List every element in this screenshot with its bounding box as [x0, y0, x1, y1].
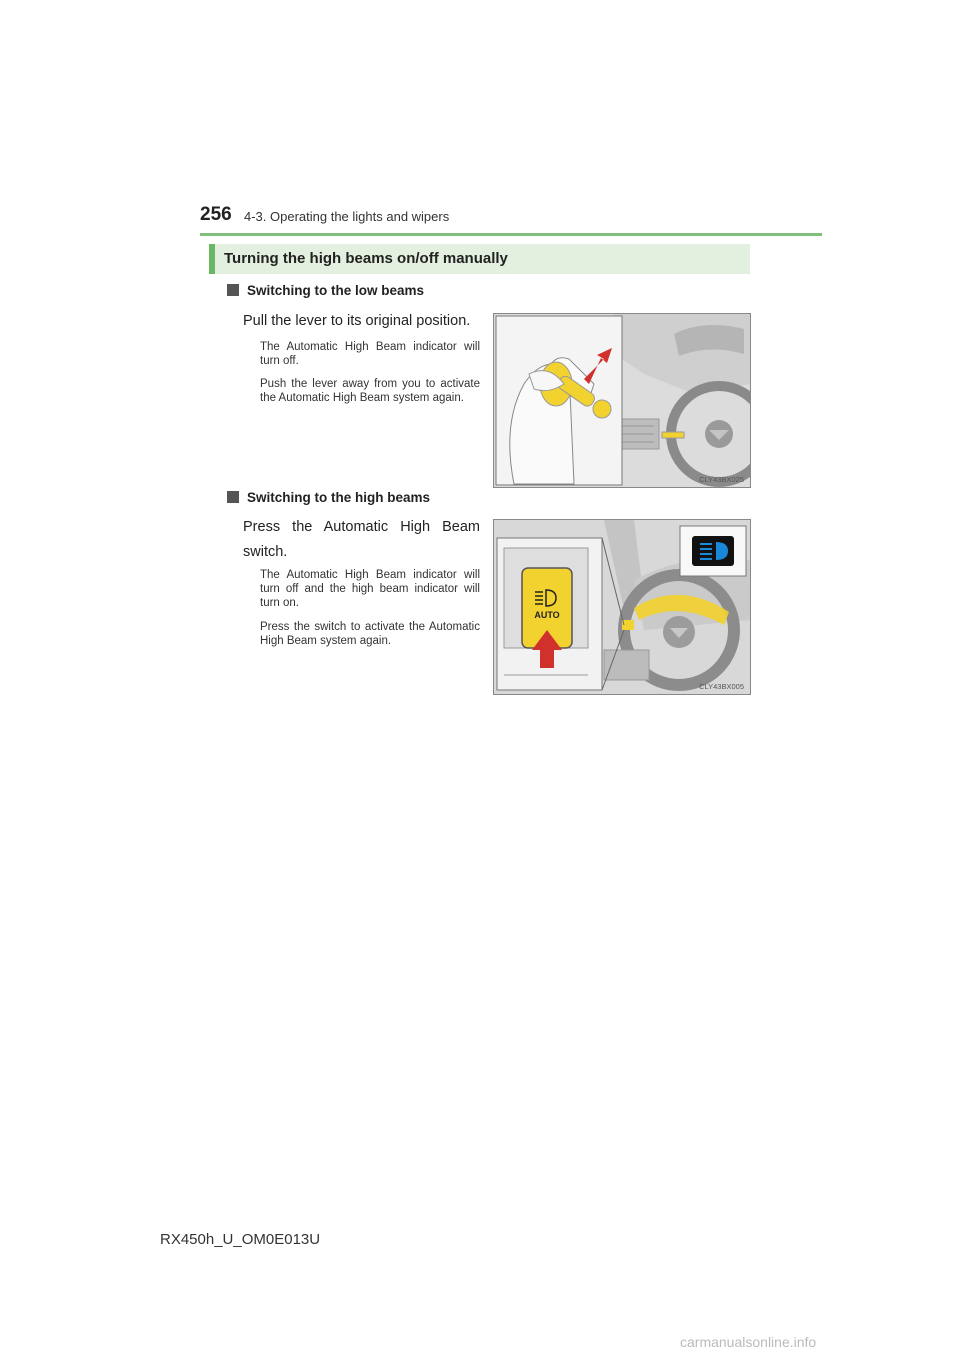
page-number: 256	[200, 204, 232, 225]
figure-code: CLY43BX005	[699, 682, 744, 691]
lever-illustration	[493, 313, 751, 488]
section-title: Turning the high beams on/off manually	[224, 250, 508, 267]
low-beams-heading	[227, 283, 424, 298]
figure-code: CLY43BX025	[699, 475, 744, 484]
high-beams-heading	[227, 490, 430, 505]
auto-switch-label: AUTO	[534, 610, 560, 620]
watermark: carmanualsonline.info	[680, 1334, 817, 1350]
high-beams-note-2: Press the switch to activate the Automatic High Beam system again.	[260, 621, 480, 647]
low-beams-note-2: Push the lever away from you to activate the Automatic High Beam system again.	[260, 378, 480, 404]
high-beams-instruction: Press the Automatic High Beam switch.	[243, 519, 480, 560]
running-header: 4-3. Operating the lights and wipers	[244, 209, 450, 224]
lever-illustration-art	[494, 314, 750, 487]
low-beams-heading-text: Switching to the low beams	[247, 283, 425, 298]
section-title-bar	[209, 244, 750, 274]
square-bullet-icon	[227, 491, 239, 503]
high-beams-heading-text: Switching to the high beams	[247, 490, 431, 505]
header-rule	[200, 233, 822, 236]
switch-illustration	[493, 519, 751, 695]
footer-doc-code: RX450h_U_OM0E013U	[160, 1231, 321, 1248]
switch-illustration-art	[494, 520, 750, 694]
low-beams-note-1: The Automatic High Beam indicator will turn off.	[260, 341, 480, 367]
low-beams-instruction: Pull the lever to its original position.	[243, 313, 471, 329]
square-bullet-icon	[227, 284, 239, 296]
high-beams-note-1: The Automatic High Beam indicator will turn off and the high beam indicator will turn on.	[260, 569, 480, 609]
